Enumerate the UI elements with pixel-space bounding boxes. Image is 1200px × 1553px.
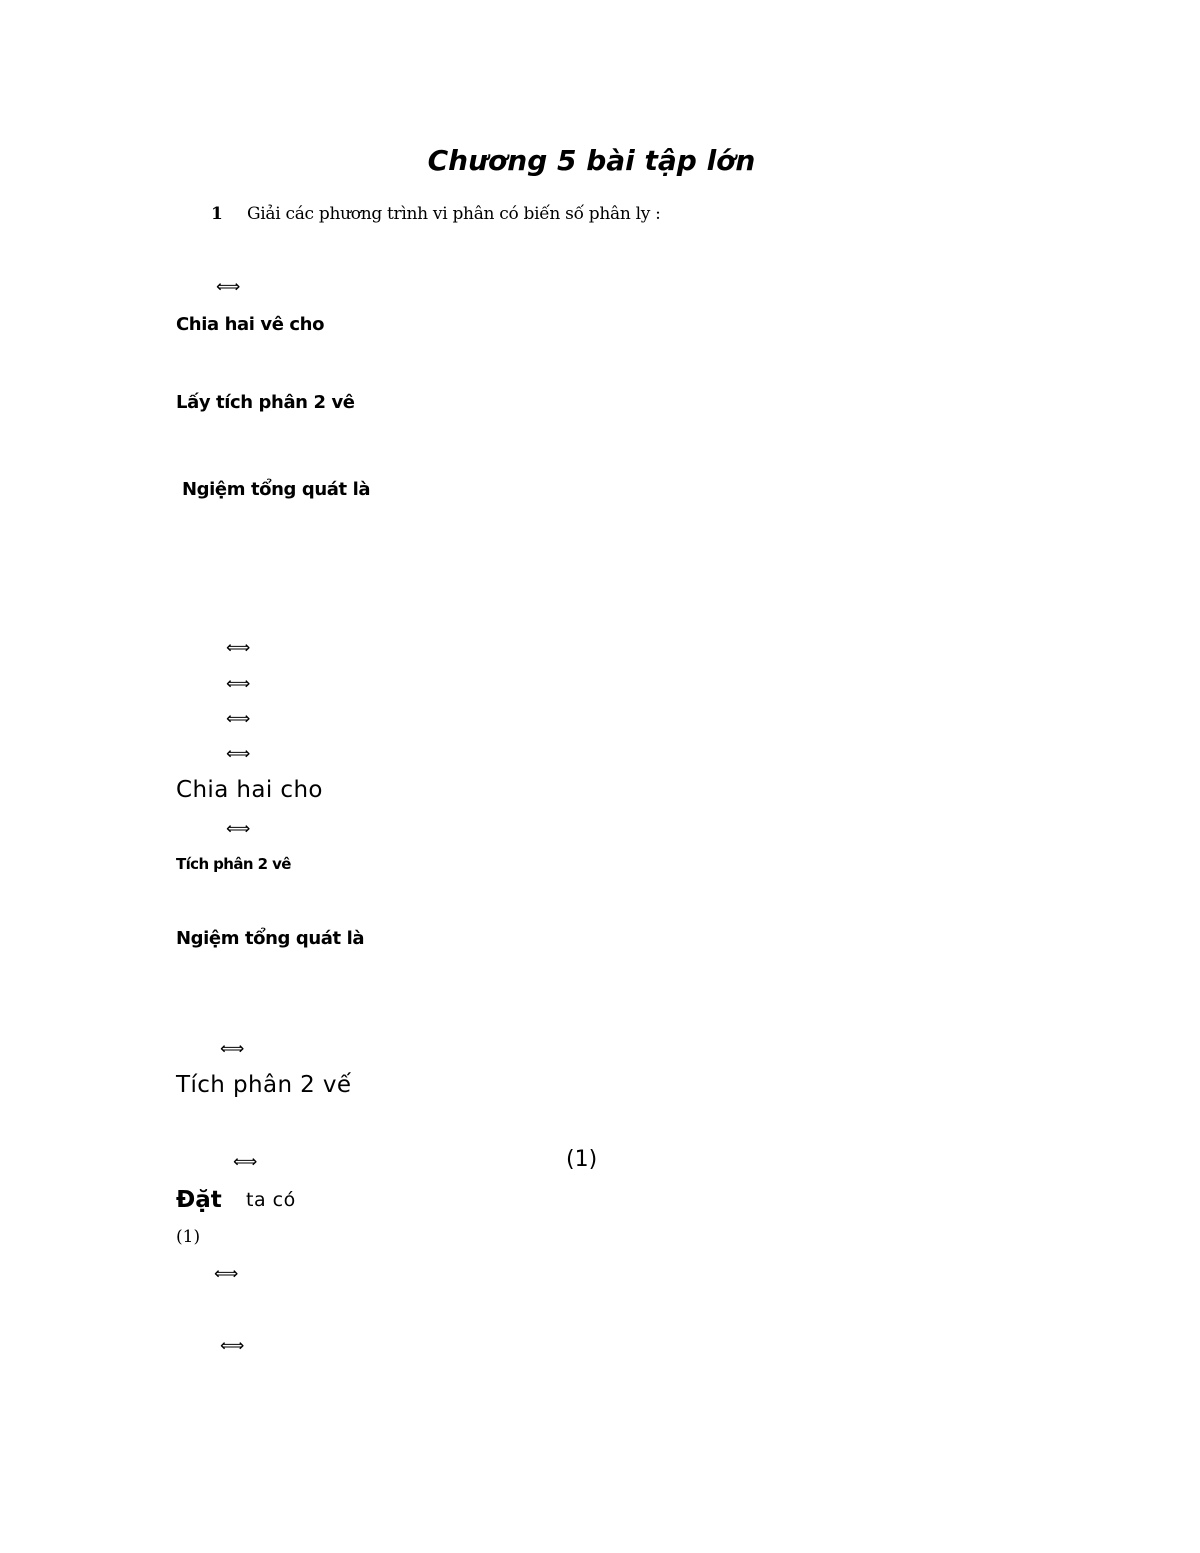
- equation-reference: (1): [176, 1227, 201, 1247]
- equivalence-arrow-icon: ⟺: [214, 1264, 239, 1284]
- equivalence-arrow-icon: ⟺: [226, 638, 251, 658]
- equivalence-arrow-icon: ⟺: [220, 1039, 245, 1059]
- question-text: Giải các phương trình vi phân có biến số phân ly :: [247, 204, 661, 224]
- equivalence-arrow-icon: ⟺: [220, 1336, 245, 1356]
- label-integrate-big: Tích phân 2 vế: [176, 1072, 352, 1098]
- label-general-solution: Ngiệm tổng quát là: [182, 479, 371, 500]
- label-we-have: ta có: [246, 1189, 296, 1211]
- equivalence-arrow-icon: ⟺: [233, 1152, 258, 1172]
- label-divide-both-sides: Chia hai vê cho: [176, 314, 325, 335]
- label-general-solution-2: Ngiệm tổng quát là: [176, 928, 365, 949]
- label-integrate-small: Tích phân 2 vê: [176, 855, 291, 873]
- equivalence-arrow-icon: ⟺: [226, 819, 251, 839]
- document-title: Chương 5 bài tập lớn: [427, 144, 756, 177]
- equivalence-arrow-icon: ⟺: [226, 674, 251, 694]
- label-set: Đặt: [176, 1187, 222, 1213]
- equivalence-arrow-icon: ⟺: [226, 744, 251, 764]
- question-number: 1: [211, 204, 223, 224]
- label-divide-both: Chia hai cho: [176, 777, 323, 803]
- label-integrate-both-sides: Lấy tích phân 2 vê: [176, 392, 355, 413]
- equation-number: (1): [566, 1147, 598, 1172]
- equivalence-arrow-icon: ⟺: [226, 709, 251, 729]
- equivalence-arrow-icon: ⟺: [216, 277, 241, 297]
